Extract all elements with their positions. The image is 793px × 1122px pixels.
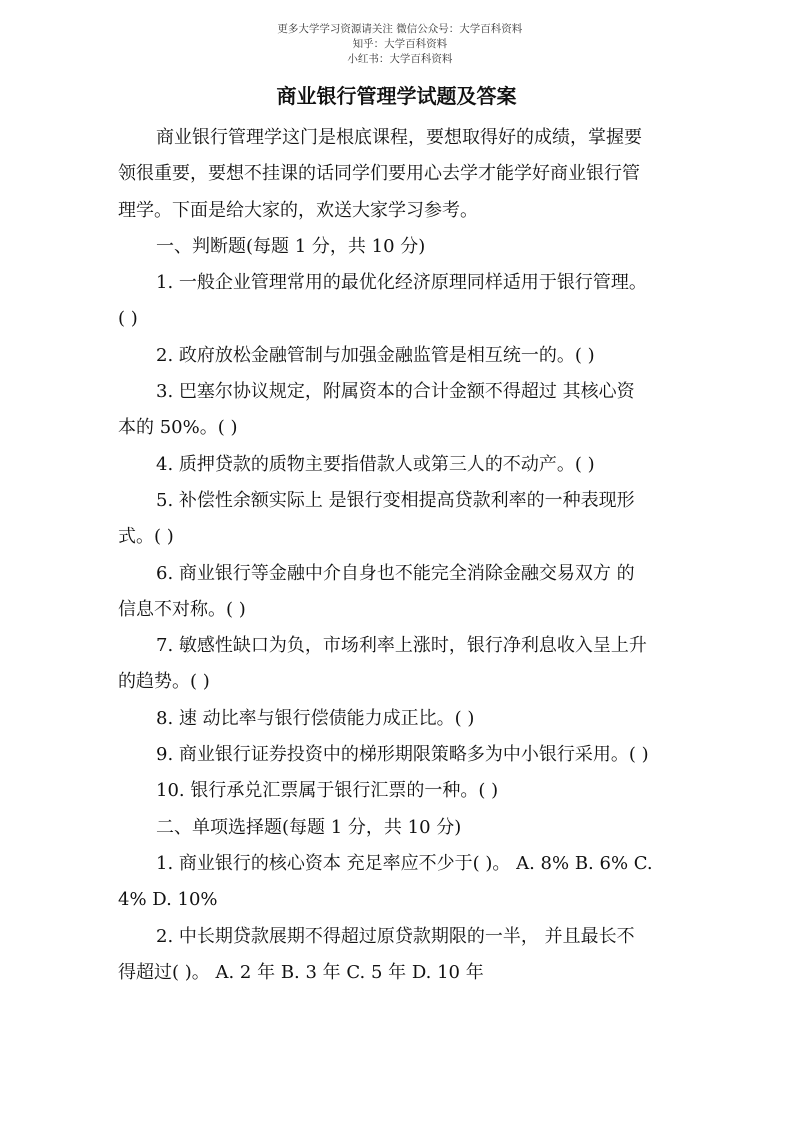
text-line: 4. 质押贷款的质物主要指借款人或第三人的不动产。( ) [156, 453, 595, 475]
text-line: 领很重要，要想不挂课的话同学们要用心去学才能学好商业银行管 [118, 163, 640, 185]
text-line: 10. 银行承兑汇票属于银行汇票的一种。( ) [156, 780, 499, 802]
text-line: 一、判断题(每题 1 分，共 10 分) [156, 235, 426, 257]
text-line: 8. 速 动比率与银行偿债能力成正比。( ) [156, 707, 475, 729]
text-line: 3. 巴塞尔协议规定，附属资本的合计金额不得超过 其核心资 [156, 381, 635, 403]
text-line: 1. 一般企业管理常用的最优化经济原理同样适用于银行管理。 [156, 272, 647, 294]
document-title: 商业银行管理学试题及答案 [276, 84, 517, 108]
page-header [0, 9, 793, 66]
text-line: 得超过( )。 A. 2 年 B. 3 年 C. 5 年 D. 10 年 [118, 961, 484, 983]
text-line: 二、单项选择题(每题 1 分，共 10 分) [156, 816, 462, 838]
text-line: 2. 政府放松金融管制与加强金融监管是相互统一的。( ) [156, 344, 595, 366]
text-line: 式。( ) [118, 526, 174, 548]
paragraph [118, 737, 688, 773]
text-line: 5. 补偿性余额实际上 是银行变相提高贷款利率的一种表现形 [156, 489, 635, 511]
paragraph [118, 628, 688, 701]
document-body [118, 120, 688, 991]
header-notice: 更多大学学习资源请关注 微信公众号：大学百科资料 [277, 23, 523, 35]
text-line: 6. 商业银行等金融中介自身也不能完全消除金融交易双方 的 [156, 562, 635, 584]
paragraph [118, 120, 688, 229]
paragraph [118, 483, 688, 556]
paragraph [118, 265, 688, 338]
text-line: 本的 50%。( ) [118, 417, 238, 439]
header-zhihu: 知乎：大学百科资料 [352, 38, 448, 50]
text-line: 理学。下面是给大家的，欢送大家学习参考。 [118, 199, 478, 221]
text-line: 1. 商业银行的核心资本 充足率应不少于( )。 A. 8% B. 6% C. [156, 852, 653, 874]
text-line: 商业银行管理学这门是根底课程，要想取得好的成绩，掌握要 [156, 127, 642, 148]
paragraph [118, 229, 688, 265]
paragraph [118, 556, 688, 629]
paragraph [118, 846, 688, 919]
paragraph [118, 919, 688, 992]
text-line: 2. 中长期贷款展期不得超过原贷款期限的一半， 并且最长不 [156, 925, 635, 947]
text-line: ( ) [118, 308, 138, 330]
paragraph [118, 447, 688, 483]
text-line: 4% D. 10% [118, 889, 218, 911]
paragraph [118, 374, 688, 447]
text-line: 7. 敏感性缺口为负，市场利率上涨时，银行净利息收入呈上升 [156, 635, 647, 657]
paragraph [118, 810, 688, 846]
text-line: 信息不对称。( ) [118, 598, 246, 620]
text-line: 的趋势。( ) [118, 671, 210, 693]
paragraph [118, 338, 688, 374]
text-line: 9. 商业银行证券投资中的梯形期限策略多为中小银行采用。( ) [156, 744, 649, 766]
paragraph [118, 773, 688, 809]
paragraph [118, 701, 688, 737]
header-xiaohongshu: 小红书：大学百科资料 [347, 53, 453, 65]
